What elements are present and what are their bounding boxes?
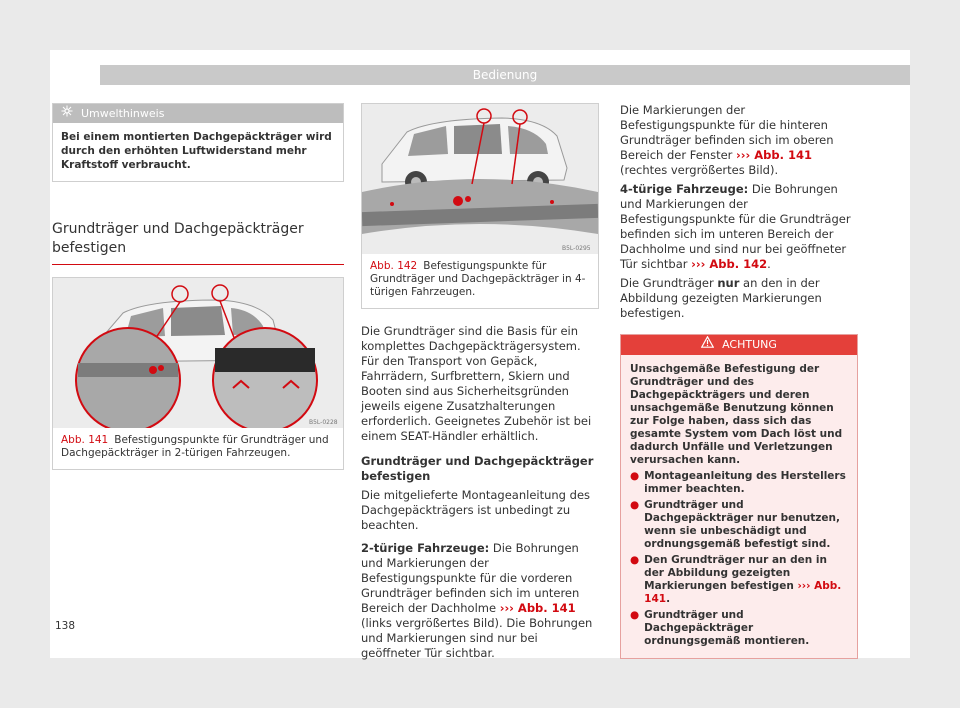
figure-142-code: B5L-0295 — [562, 245, 591, 252]
warning-item — [630, 609, 848, 648]
label-4-door: 4-türige Fahrzeuge: — [620, 182, 749, 196]
figure-141-caption-text: Befestigungspunkte für Grundträger und Dachgepäckträger in 2-türigen Fahrzeugen. — [61, 434, 329, 459]
text-rear-b: (rechtes vergrößertes Bild). — [620, 163, 779, 177]
warning-item-text: Grundträger und Dachgepäckträger nur benutzen, wenn sie unbeschädigt und ordnungsgemäß befestigt sind. — [644, 499, 840, 550]
paragraph-intro: Die Grundträger sind die Basis für ein komplettes Dachgepäckträgersystem. Für den Transport von Gepäck, Fahrrädern, Surfbrettern, Skiern und Booten sind aus Sicherheitsgründen jeweils eigene Zusatzhalterungen erforderlich. Geeignetes Zubehör ist bei einem SEAT-Händler erhältlich. — [361, 324, 592, 443]
link-abb-141-b[interactable]: ››› Abb. 141 — [736, 148, 813, 162]
warning-box — [620, 334, 858, 659]
link-abb-141[interactable]: ››› Abb. 141 — [499, 601, 576, 615]
warning-item-text — [644, 554, 848, 606]
warning-triangle-icon — [701, 335, 714, 355]
environment-note-header — [53, 104, 343, 123]
text-attach-b: an den in der Abbildung gezeigten Markierungen befestigen. — [620, 276, 822, 320]
sub-heading: Grundträger und Dachgepäckträger befestigen — [361, 454, 594, 483]
page-header: Bedienung — [100, 65, 910, 85]
warning-item — [630, 499, 848, 551]
warning-item — [630, 554, 848, 606]
section-title: Grundträger und Dachgepäckträger befestigen — [52, 220, 344, 265]
figure-142-caption-text: Befestigungspunkte für Grundträger und Dachgepäckträger in 4-türigen Fahrzeugen. — [370, 260, 586, 298]
figure-141 — [52, 277, 344, 470]
link-abb-142[interactable]: ››› Abb. 142 — [691, 257, 768, 271]
text-rear-a: Die Markierungen der Befestigungspunkte für die hinteren Grundträger befinden sich im oberen Bereich der Fenster — [620, 103, 834, 162]
column-right — [620, 103, 858, 659]
link-abb-141-c[interactable]: ››› Abb. 141 — [644, 580, 842, 605]
text-2-door-a: Die Bohrungen und Markierungen der Befestigungspunkte für die vorderen Grundträger befinden sich im unteren Bereich der Dachholme — [361, 541, 580, 615]
text-4-door-a: Die Bohrungen und Markierungen der Befestigungspunkte für die Grundträger befinden sich im unteren Bereich der Dachholme und sind nur bei geöffneter Tür sichtbar — [620, 182, 851, 271]
paragraph-instructions: Die mitgelieferte Montageanleitung des Dachgepäckträgers ist unbedingt zu beachten. — [361, 488, 591, 532]
column-middle — [361, 103, 599, 661]
figure-142-image — [362, 104, 598, 254]
bullet-icon: ● — [630, 470, 640, 482]
figure-141-caption — [53, 428, 343, 469]
paragraph-rear-markings — [620, 103, 858, 178]
text-4-door-b: . — [767, 257, 771, 271]
figure-142-number: Abb. 142 — [370, 260, 418, 272]
column-left — [52, 103, 344, 470]
leaf-icon — [61, 104, 73, 123]
warning-item — [630, 470, 848, 496]
text-2-door-b: (links vergrößertes Bild). Die Bohrungen und Markierungen sind nur bei geöffneter Tür sichtbar. — [361, 616, 593, 660]
figure-141-image — [53, 278, 343, 428]
environment-note-body: Bei einem montierten Dachgepäckträger wird durch den erhöhten Luftwiderstand mehr Kraftstoff verbraucht. — [61, 131, 332, 171]
text-attach-bold: nur — [717, 276, 740, 290]
environment-note-heading: Umwelthinweis — [81, 107, 165, 120]
warning-item-text: Grundträger und Dachgepäckträger ordnungsgemäß montieren. — [644, 609, 810, 647]
figure-141-number: Abb. 141 — [61, 434, 109, 446]
environment-note — [52, 103, 344, 182]
figure-142 — [361, 103, 599, 309]
warning-item-text: Montageanleitung des Herstellers immer beachten. — [644, 470, 846, 495]
warning-heading: ACHTUNG — [722, 338, 777, 351]
bullet-icon: ● — [630, 609, 640, 621]
warning-item3-a: Den Grundträger nur an den in der Abbildung gezeigten Markierungen befestigen — [644, 554, 827, 592]
bullet-icon: ● — [630, 499, 640, 511]
figure-142-caption — [362, 254, 598, 308]
warning-intro: Unsachgemäße Befestigung der Grundträger und des Dachgepäckträgers und deren unsachgemäße Benutzung können zur Folge haben, dass sich das gesamte System vom Dach löst und dadurch Unfälle und Verletzungen verursachen kann. — [630, 363, 843, 466]
paragraph-4-door — [620, 182, 858, 272]
paragraph-attach — [620, 276, 858, 321]
warning-body — [621, 355, 857, 658]
warning-item3-b: . — [666, 593, 671, 605]
bullet-icon: ● — [630, 554, 640, 566]
text-attach-a: Die Grundträger — [620, 276, 718, 290]
page-number: 138 — [55, 620, 76, 632]
paragraph-2-door — [361, 541, 599, 661]
figure-141-code: B5L-0228 — [309, 419, 338, 426]
warning-header — [621, 335, 857, 355]
label-2-door: 2-türige Fahrzeuge: — [361, 541, 490, 555]
